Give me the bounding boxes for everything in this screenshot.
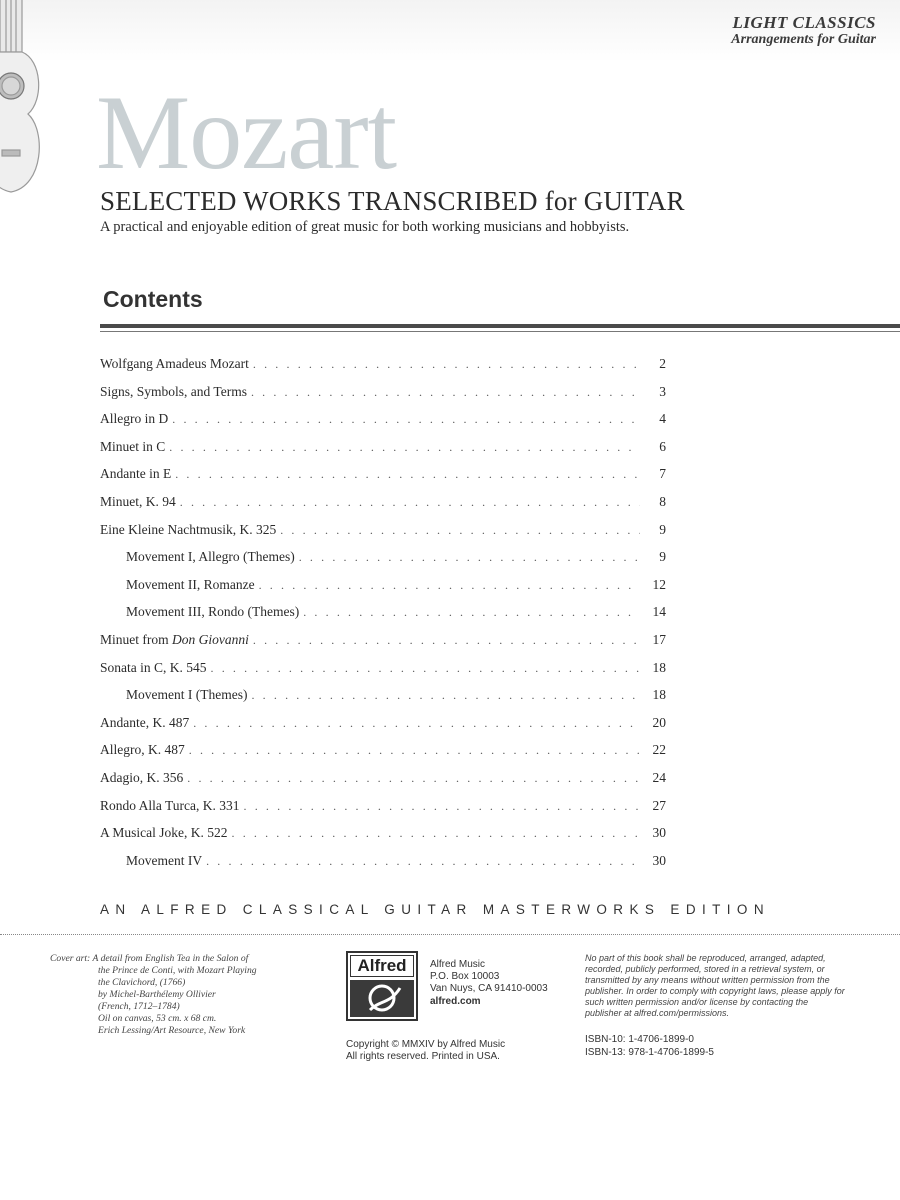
book-subtitle: SELECTED WORKS TRANSCRIBED for GUITAR: [100, 186, 685, 216]
cover-art-line: the Clavichord, (1766): [98, 977, 186, 988]
cover-art-line: (French, 1712–1784): [98, 1001, 180, 1012]
table-of-contents: [100, 356, 666, 880]
toc-entry-page: 17: [652, 631, 666, 647]
toc-leader-dots: [169, 440, 640, 455]
series-title: LIGHT CLASSICS: [732, 13, 876, 32]
toc-entry-page: 2: [659, 356, 666, 371]
toc-entry-title: Wolfgang Amadeus Mozart: [100, 356, 249, 371]
publisher-po-box: P.O. Box 10003: [430, 971, 500, 983]
toc-leader-dots: [193, 716, 640, 731]
series-subtitle: Arrangements for Guitar: [731, 32, 876, 47]
toc-entry-title: Sonata in C, K. 545: [100, 659, 207, 675]
contents-heading: Contents: [103, 286, 203, 312]
edition-line: AN ALFRED CLASSICAL GUITAR MASTERWORKS EDITION: [100, 902, 770, 917]
toc-leader-dots: [303, 605, 640, 620]
toc-entry-title: Minuet in C: [100, 438, 166, 454]
toc-entry-page: 12: [652, 576, 666, 592]
cover-art-line: A detail from English Tea in the Salon of: [92, 953, 249, 964]
toc-leader-dots: [259, 578, 640, 593]
toc-leader-dots: [172, 412, 640, 427]
book-tagline: A practical and enjoyable edition of great music for both working musicians and hobbyists.: [100, 219, 630, 235]
toc-entry-page: 20: [652, 714, 666, 730]
publisher-address: [430, 959, 548, 1008]
copyright-line: Copyright © MMXIV by Alfred Music: [346, 1039, 506, 1050]
series-label: [731, 14, 876, 48]
toc-leader-dots: [253, 357, 640, 372]
toc-entry: [100, 411, 666, 439]
toc-subentry: [100, 549, 666, 577]
toc-leader-dots: [180, 495, 640, 510]
toc-subentry: [100, 604, 666, 632]
toc-entry: [100, 660, 666, 688]
toc-leader-dots: [175, 467, 640, 482]
toc-entry: [100, 494, 666, 522]
toc-entry: [100, 715, 666, 743]
toc-leader-dots: [251, 688, 640, 703]
toc-leader-dots: [187, 771, 640, 786]
toc-leader-dots: [253, 633, 640, 648]
toc-entry-title: Rondo Alla Turca, K. 331: [100, 797, 240, 813]
toc-entry-title: Allegro, K. 487: [100, 742, 185, 758]
cover-art-line: Erich Lessing/Art Resource, New York: [98, 1025, 246, 1036]
isbn-block: [585, 1034, 714, 1059]
guitar-illustration: [0, 0, 82, 200]
toc-leader-dots: [251, 385, 640, 400]
toc-entry-page: 18: [652, 659, 666, 675]
toc-entry-title: Movement IV: [126, 852, 203, 868]
contents-rule: [100, 324, 900, 328]
toc-entry-title: Movement III, Rondo (Themes): [126, 604, 300, 620]
isbn-10: ISBN-10: 1-4706-1899-0: [585, 1034, 694, 1045]
toc-entry-title-italic: Don Giovanni: [172, 631, 249, 647]
toc-subentry: [100, 577, 666, 605]
toc-leader-dots: [244, 799, 640, 814]
alfred-logo: [346, 951, 418, 1021]
toc-entry-page: 30: [652, 852, 666, 868]
contents-rule-thin: [100, 331, 900, 332]
toc-entry: [100, 522, 666, 550]
toc-entry-page: 30: [652, 825, 666, 841]
cover-art-line: by Michel-Barthélemy Ollivier: [98, 989, 216, 1000]
publisher-city: Van Nuys, CA 91410-0003: [430, 983, 548, 995]
toc-entry: [100, 742, 666, 770]
toc-leader-dots: [299, 550, 640, 565]
cover-art-credit: [50, 953, 300, 1037]
toc-entry-page: 27: [652, 797, 666, 813]
toc-entry-title: Minuet, K. 94: [100, 493, 176, 509]
toc-entry: [100, 770, 666, 798]
toc-entry-page: 7: [659, 466, 666, 482]
toc-entry: [100, 632, 666, 660]
toc-entry: [100, 384, 666, 412]
toc-entry-title: Movement I (Themes): [126, 687, 248, 703]
toc-entry-page: 24: [652, 769, 666, 785]
cover-art-line: the Prince de Conti, with Mozart Playing: [98, 965, 257, 976]
toc-entry-page: 9: [659, 521, 666, 537]
copyright-notice: [346, 1039, 505, 1063]
toc-subentry: [100, 687, 666, 715]
toc-entry-title: Allegro in D: [100, 411, 169, 427]
toc-entry-title: Andante in E: [100, 466, 172, 482]
toc-entry-title: Movement I, Allegro (Themes): [126, 549, 295, 565]
legal-notice: No part of this book shall be reproduced, arranged, adapted, recorded, publicly performed, stored in a retrieval system, or transmitted by any means without written permission from the publisher. In order to comply with copyright laws, please apply for such written permission and/or license by contacting the publisher at alfred.com/permissions.: [585, 953, 845, 1018]
publisher-name: Alfred Music: [430, 959, 486, 970]
toc-leader-dots: [232, 826, 641, 841]
toc-leader-dots: [280, 523, 640, 538]
toc-entry-page: 6: [659, 438, 666, 454]
toc-entry: [100, 825, 666, 853]
toc-entry-page: 3: [659, 383, 666, 399]
copyright-line: All rights reserved. Printed in USA.: [346, 1051, 500, 1062]
toc-leader-dots: [211, 661, 641, 676]
toc-entry-title: Minuet from Don Giovanni: [100, 631, 249, 647]
toc-entry-page: 18: [652, 687, 666, 703]
toc-entry: [100, 798, 666, 826]
toc-entry-title: Eine Kleine Nachtmusik, K. 325: [100, 521, 277, 537]
toc-entry-page: 14: [652, 604, 666, 620]
alfred-logo-word: Alfred: [350, 955, 414, 977]
toc-entry-title: Signs, Symbols, and Terms: [100, 383, 247, 399]
toc-entry-title: Adagio, K. 356: [100, 769, 184, 785]
cover-art-line: Oil on canvas, 53 cm. x 68 cm.: [98, 1013, 217, 1024]
toc-entry-page: 8: [659, 493, 666, 509]
toc-entry: [100, 439, 666, 467]
toc-subentry: [100, 853, 666, 881]
book-title: Mozart: [96, 74, 397, 191]
toc-leader-dots: [206, 854, 640, 869]
toc-entry-title: Andante, K. 487: [100, 714, 190, 730]
toc-entry: [100, 466, 666, 494]
isbn-13: ISBN-13: 978-1-4706-1899-5: [585, 1046, 714, 1058]
edition-rule: [0, 934, 900, 936]
toc-entry: [100, 356, 666, 384]
publisher-website: alfred.com: [430, 995, 481, 1007]
toc-entry-page: 4: [659, 411, 666, 427]
toc-entry-title: Movement II, Romanze: [126, 576, 255, 592]
alfred-logo-mark-icon: [350, 980, 414, 1017]
toc-entry-page: 9: [659, 549, 666, 565]
cover-art-label: Cover art:: [50, 953, 91, 964]
toc-entry-title: A Musical Joke, K. 522: [100, 825, 228, 841]
toc-leader-dots: [189, 743, 640, 758]
toc-entry-page: 22: [652, 742, 666, 758]
